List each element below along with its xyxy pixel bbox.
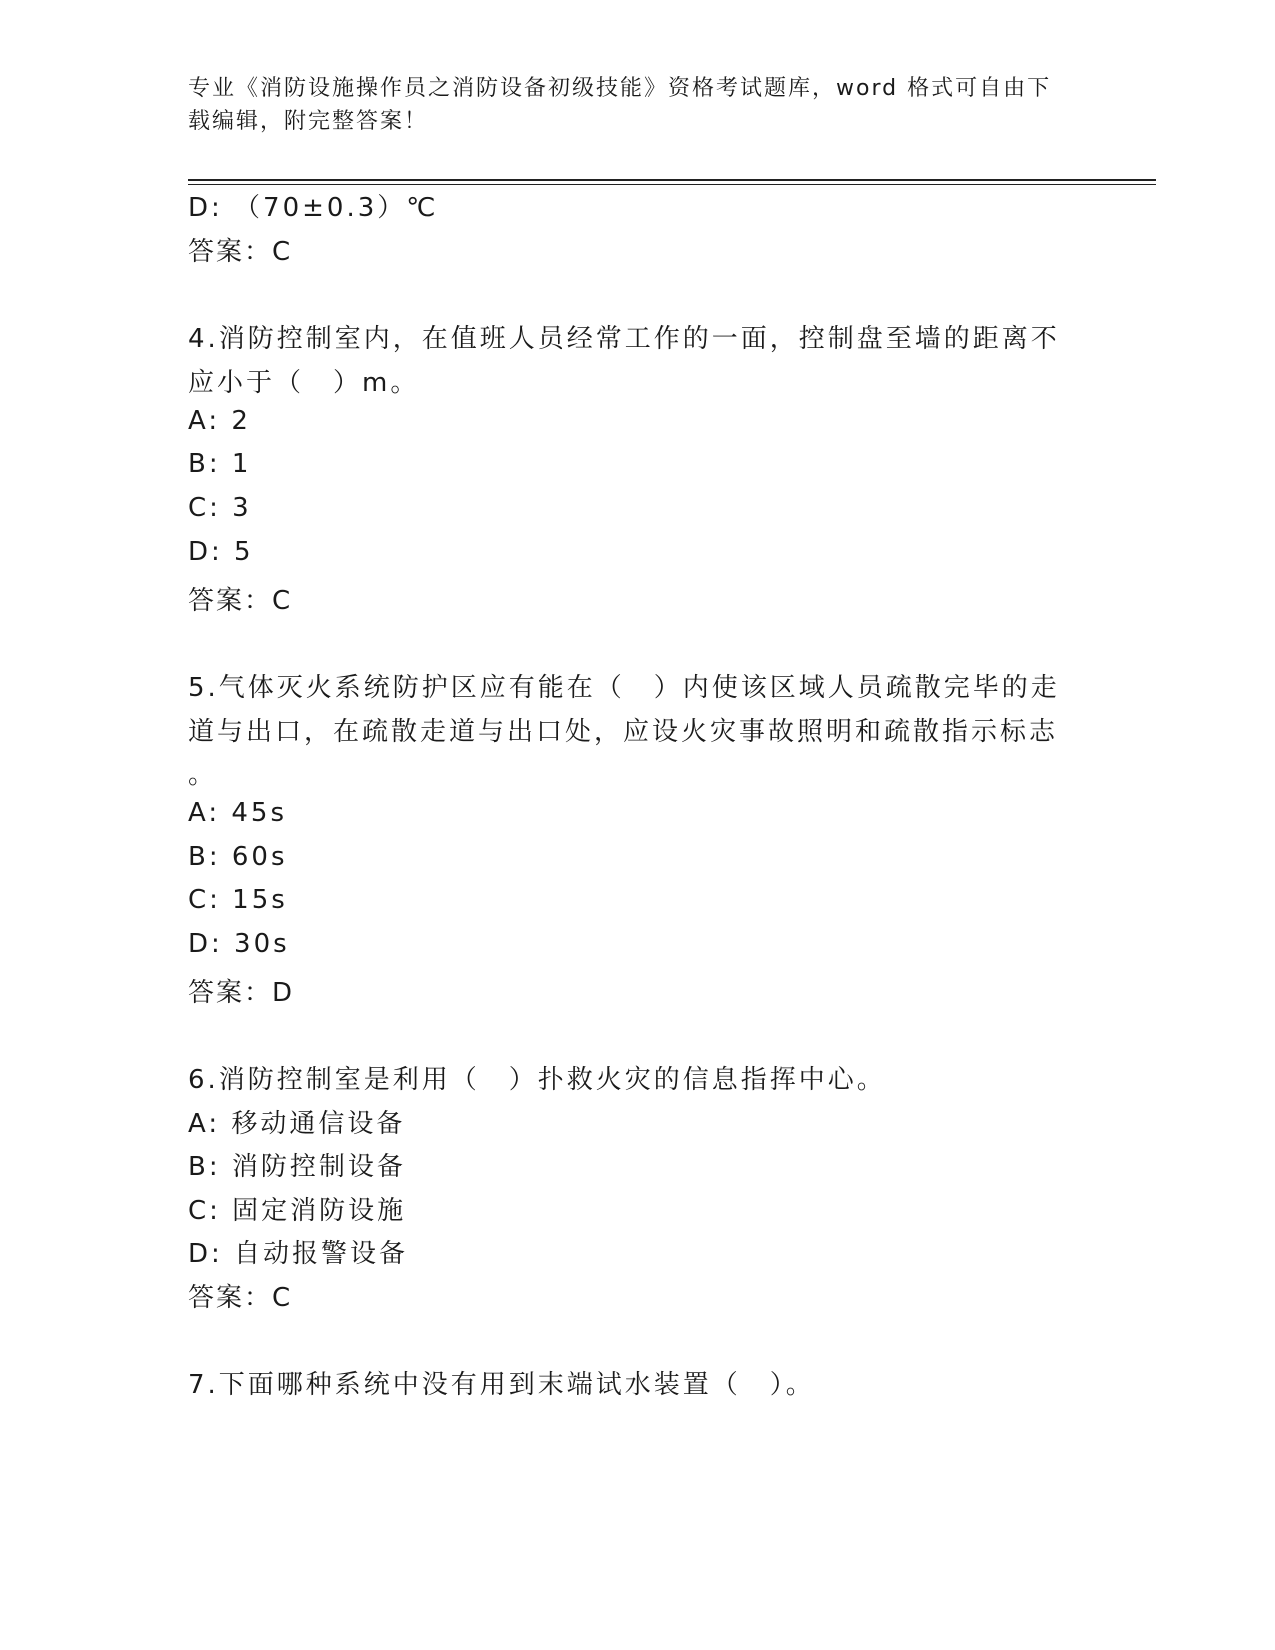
answer-line: 答案：C xyxy=(188,1283,293,1313)
question-line: 4.消防控制室内，在值班人员经常工作的一面，控制盘至墙的距离不 xyxy=(188,324,1060,354)
option-line: D: 5 xyxy=(188,537,254,567)
option-line: D: 自动报警设备 xyxy=(188,1239,409,1269)
option-line: B: 消防控制设备 xyxy=(188,1152,406,1182)
option-line: C: 固定消防设施 xyxy=(188,1196,407,1226)
question-line: 7.下面哪种系统中没有用到末端试水装置（ ）。 xyxy=(188,1370,815,1400)
header-divider-thin xyxy=(188,184,1156,185)
header-line-2: 载编辑，附完整答案！ xyxy=(188,109,429,134)
question-line: 道与出口，在疏散走道与出口处，应设火灾事故照明和疏散指示标志 xyxy=(188,717,1059,747)
answer-line: 答案：C xyxy=(188,586,293,616)
header-divider xyxy=(188,179,1156,181)
option-line: B: 1 xyxy=(188,449,252,479)
option-line: B: 60s xyxy=(188,842,288,872)
header-line-1: 专业《消防设施操作员之消防设备初级技能》资格考试题库，word 格式可自由下 xyxy=(188,76,1052,101)
option-line: A: 2 xyxy=(188,406,251,436)
answer-line: 答案：D xyxy=(188,978,295,1008)
option-line: A: 45s xyxy=(188,798,287,828)
option-line: D: （70±0.3）℃ xyxy=(188,193,439,223)
question-line: 应小于（ ）m。 xyxy=(188,368,420,398)
option-line: C: 15s xyxy=(188,885,288,915)
answer-line: 答案：C xyxy=(188,237,293,267)
question-line: 5.气体灭火系统防护区应有能在（ ）内使该区域人员疏散完毕的走 xyxy=(188,673,1060,703)
option-line: A: 移动通信设备 xyxy=(188,1109,406,1139)
option-line: C: 3 xyxy=(188,493,252,523)
question-line: 。 xyxy=(188,760,218,790)
option-line: D: 30s xyxy=(188,929,290,959)
question-line: 6.消防控制室是利用（ ）扑救火灾的信息指挥中心。 xyxy=(188,1065,886,1095)
document-header xyxy=(188,72,1088,138)
